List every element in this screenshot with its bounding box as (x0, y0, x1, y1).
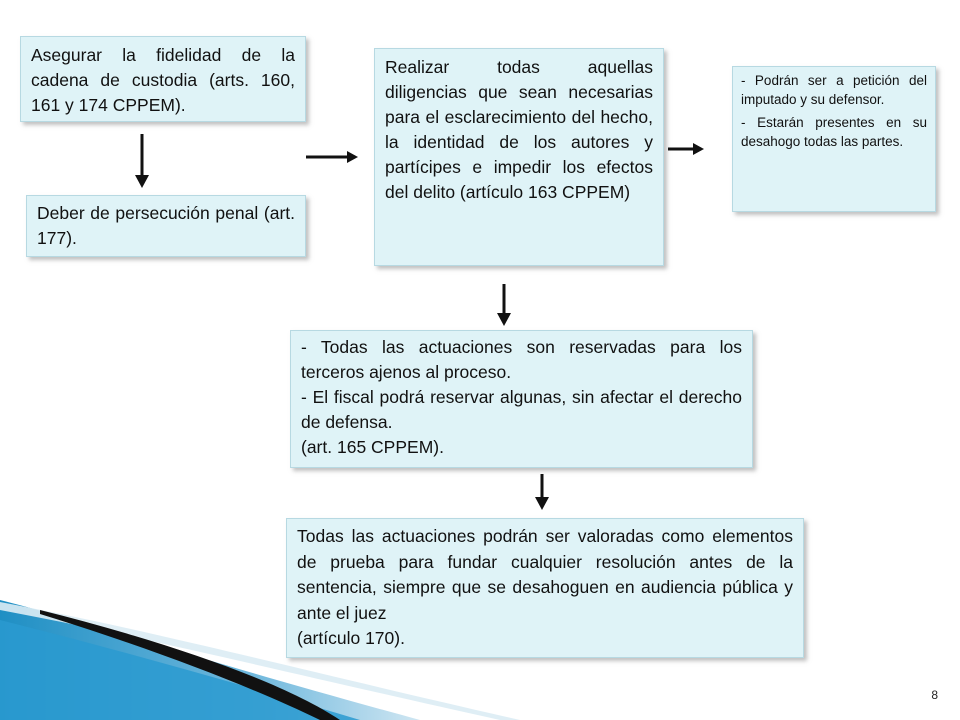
custody-text: Asegurar la fidelidad de la cadena de custodia (arts. 160, 161 y 174 CPPEM). (31, 45, 295, 115)
arrow-reserved-to-evidence (530, 472, 554, 512)
reserved-box (290, 330, 753, 468)
arrow-diligences-to-request (666, 140, 706, 158)
persecution-box (26, 195, 306, 257)
diligences-text: Realizar todas aquellas diligencias que sean necesarias para el esclarecimiento del hecho, la identidad de los autores y partícipes e impedir los efectos del delito (artículo 163 CPPEM) (385, 57, 653, 202)
request-line-2: - Estarán presentes en su desahogo todas las partes. (741, 115, 927, 149)
persecution-text: Deber de persecución penal (art. 177). (37, 203, 295, 248)
request-line-1: - Podrán ser a petición del imputado y su defensor. (741, 73, 927, 107)
reserved-line-2: - El fiscal podrá reservar algunas, sin afectar el derecho de defensa. (301, 387, 742, 432)
arrow-custody-to-diligences (304, 148, 360, 166)
slide-corner-decoration (0, 590, 960, 720)
reserved-line-3: (art. 165 CPPEM). (301, 437, 444, 457)
request-box (732, 66, 936, 212)
evidence-line-2: (artículo 170). (297, 628, 405, 648)
reserved-line-1: - Todas las actuaciones son reservadas para los terceros ajenos al proceso. (301, 337, 742, 382)
page-number: 8 (931, 688, 938, 702)
diligences-box (374, 48, 664, 266)
custody-box (20, 36, 306, 122)
arrow-custody-to-persecution (130, 132, 154, 190)
arrow-diligences-to-reserved (492, 282, 516, 328)
evidence-line-1: Todas las actuaciones podrán ser valoradas como elementos de prueba para fundar cualquier resolución antes de la sentencia, siempre que se desahoguen en audiencia pública y ante el juez (297, 526, 793, 623)
